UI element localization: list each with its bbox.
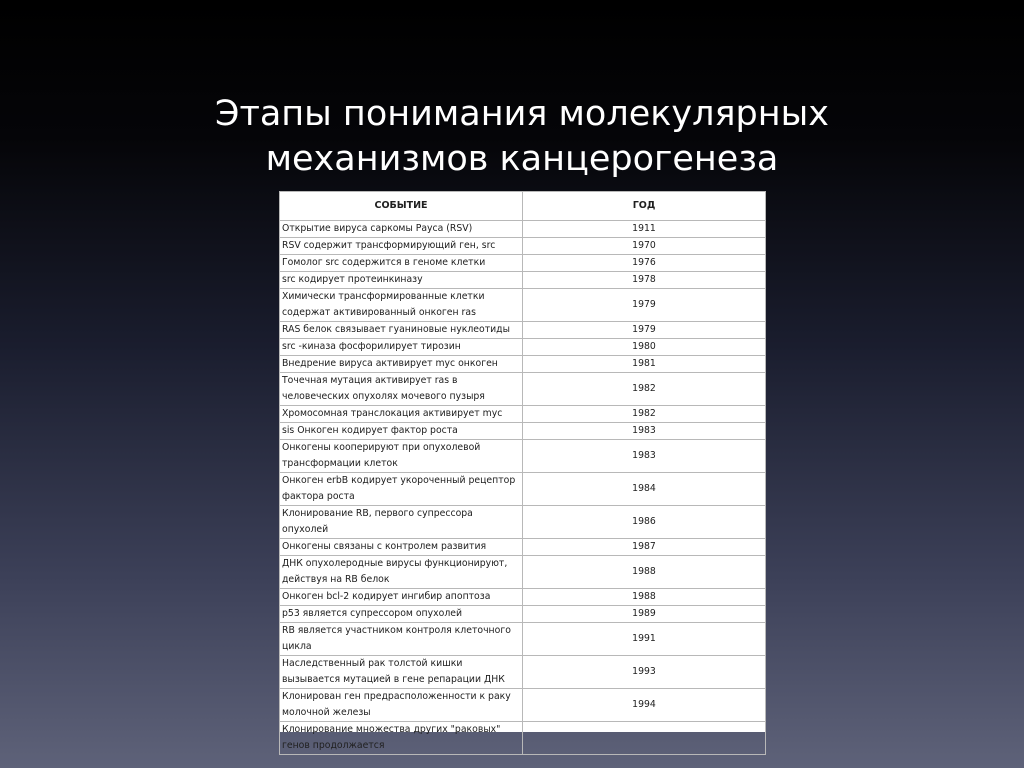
- milestones-table: [279, 191, 766, 755]
- slide-title-line-1: Этапы понимания молекулярных: [215, 94, 829, 134]
- table-row: [280, 506, 766, 539]
- event-cell: Химически трансформированные клетки содержат активированный онкоген ras: [280, 289, 523, 322]
- table-row: [280, 373, 766, 406]
- table-row: [280, 255, 766, 272]
- table-row: [280, 623, 766, 656]
- event-cell: Онкогены связаны с контролем развития: [280, 539, 523, 556]
- event-cell: Онкогены кооперируют при опухолевой трансформации клеток: [280, 440, 523, 473]
- table-header-row: [280, 192, 766, 221]
- slide-title: [0, 92, 1024, 182]
- event-cell: RB является участником контроля клеточного цикла: [280, 623, 523, 656]
- year-cell: 1982: [523, 406, 766, 423]
- year-cell: 1986: [523, 506, 766, 539]
- table-row: [280, 589, 766, 606]
- year-cell: 1979: [523, 322, 766, 339]
- event-cell: Клонирован ген предрасположенности к раку молочной железы: [280, 689, 523, 722]
- event-cell: p53 является супрессором опухолей: [280, 606, 523, 623]
- year-cell: 1970: [523, 238, 766, 255]
- year-cell: 1988: [523, 589, 766, 606]
- year-cell: 1991: [523, 623, 766, 656]
- event-cell: Хромосомная транслокация активирует myc: [280, 406, 523, 423]
- event-cell: RAS белок связывает гуаниновые нуклеотиды: [280, 322, 523, 339]
- year-cell: 1989: [523, 606, 766, 623]
- table-row: [280, 272, 766, 289]
- column-header-year: ГОД: [523, 192, 766, 221]
- event-cell: Онкоген erbB кодирует укороченный рецептор фактора роста: [280, 473, 523, 506]
- table-row: [280, 606, 766, 623]
- table-row: [280, 722, 766, 755]
- year-cell: 1983: [523, 440, 766, 473]
- event-cell: Внедрение вируса активирует myc онкоген: [280, 356, 523, 373]
- slide-title-line-2: механизмов канцерогенеза: [265, 139, 779, 179]
- event-cell: Наследственный рак толстой кишки вызывается мутацией в гене репарации ДНК: [280, 656, 523, 689]
- table-row: [280, 289, 766, 322]
- table-row: [280, 423, 766, 440]
- table-row: [280, 339, 766, 356]
- event-cell: Гомолог src содержится в геноме клетки: [280, 255, 523, 272]
- year-cell: [523, 722, 766, 755]
- table-row: [280, 322, 766, 339]
- year-cell: 1978: [523, 272, 766, 289]
- table-row: [280, 473, 766, 506]
- event-cell: RSV содержит трансформирующий ген, src: [280, 238, 523, 255]
- year-cell: 1980: [523, 339, 766, 356]
- year-cell: 1987: [523, 539, 766, 556]
- event-cell: src -киназа фосфорилирует тирозин: [280, 339, 523, 356]
- table-row: [280, 539, 766, 556]
- year-cell: 1984: [523, 473, 766, 506]
- table-row: [280, 238, 766, 255]
- year-cell: 1976: [523, 255, 766, 272]
- table-row: [280, 406, 766, 423]
- table-row: [280, 656, 766, 689]
- column-header-event: СОБЫТИЕ: [280, 192, 523, 221]
- table-row: [280, 221, 766, 238]
- year-cell: 1988: [523, 556, 766, 589]
- event-cell: Открытие вируса саркомы Рауса (RSV): [280, 221, 523, 238]
- event-cell: sis Онкоген кодирует фактор роста: [280, 423, 523, 440]
- table-row: [280, 440, 766, 473]
- table-row: [280, 556, 766, 589]
- table-row: [280, 689, 766, 722]
- event-cell: Онкоген bcl-2 кодирует ингибир апоптоза: [280, 589, 523, 606]
- year-cell: 1979: [523, 289, 766, 322]
- table-row: [280, 356, 766, 373]
- event-cell: Точечная мутация активирует ras в человеческих опухолях мочевого пузыря: [280, 373, 523, 406]
- event-cell: ДНК опухолеродные вирусы функционируют, действуя на RB белок: [280, 556, 523, 589]
- event-cell: Клонирование RB, первого супрессора опухолей: [280, 506, 523, 539]
- year-cell: 1983: [523, 423, 766, 440]
- year-cell: 1982: [523, 373, 766, 406]
- event-cell: src кодирует протеинкиназу: [280, 272, 523, 289]
- year-cell: 1994: [523, 689, 766, 722]
- event-cell: Клонирование множества других "раковых" генов продолжается: [280, 722, 523, 755]
- year-cell: 1981: [523, 356, 766, 373]
- year-cell: 1911: [523, 221, 766, 238]
- milestones-table-container: [279, 191, 765, 751]
- table-body: [280, 221, 766, 755]
- year-cell: 1993: [523, 656, 766, 689]
